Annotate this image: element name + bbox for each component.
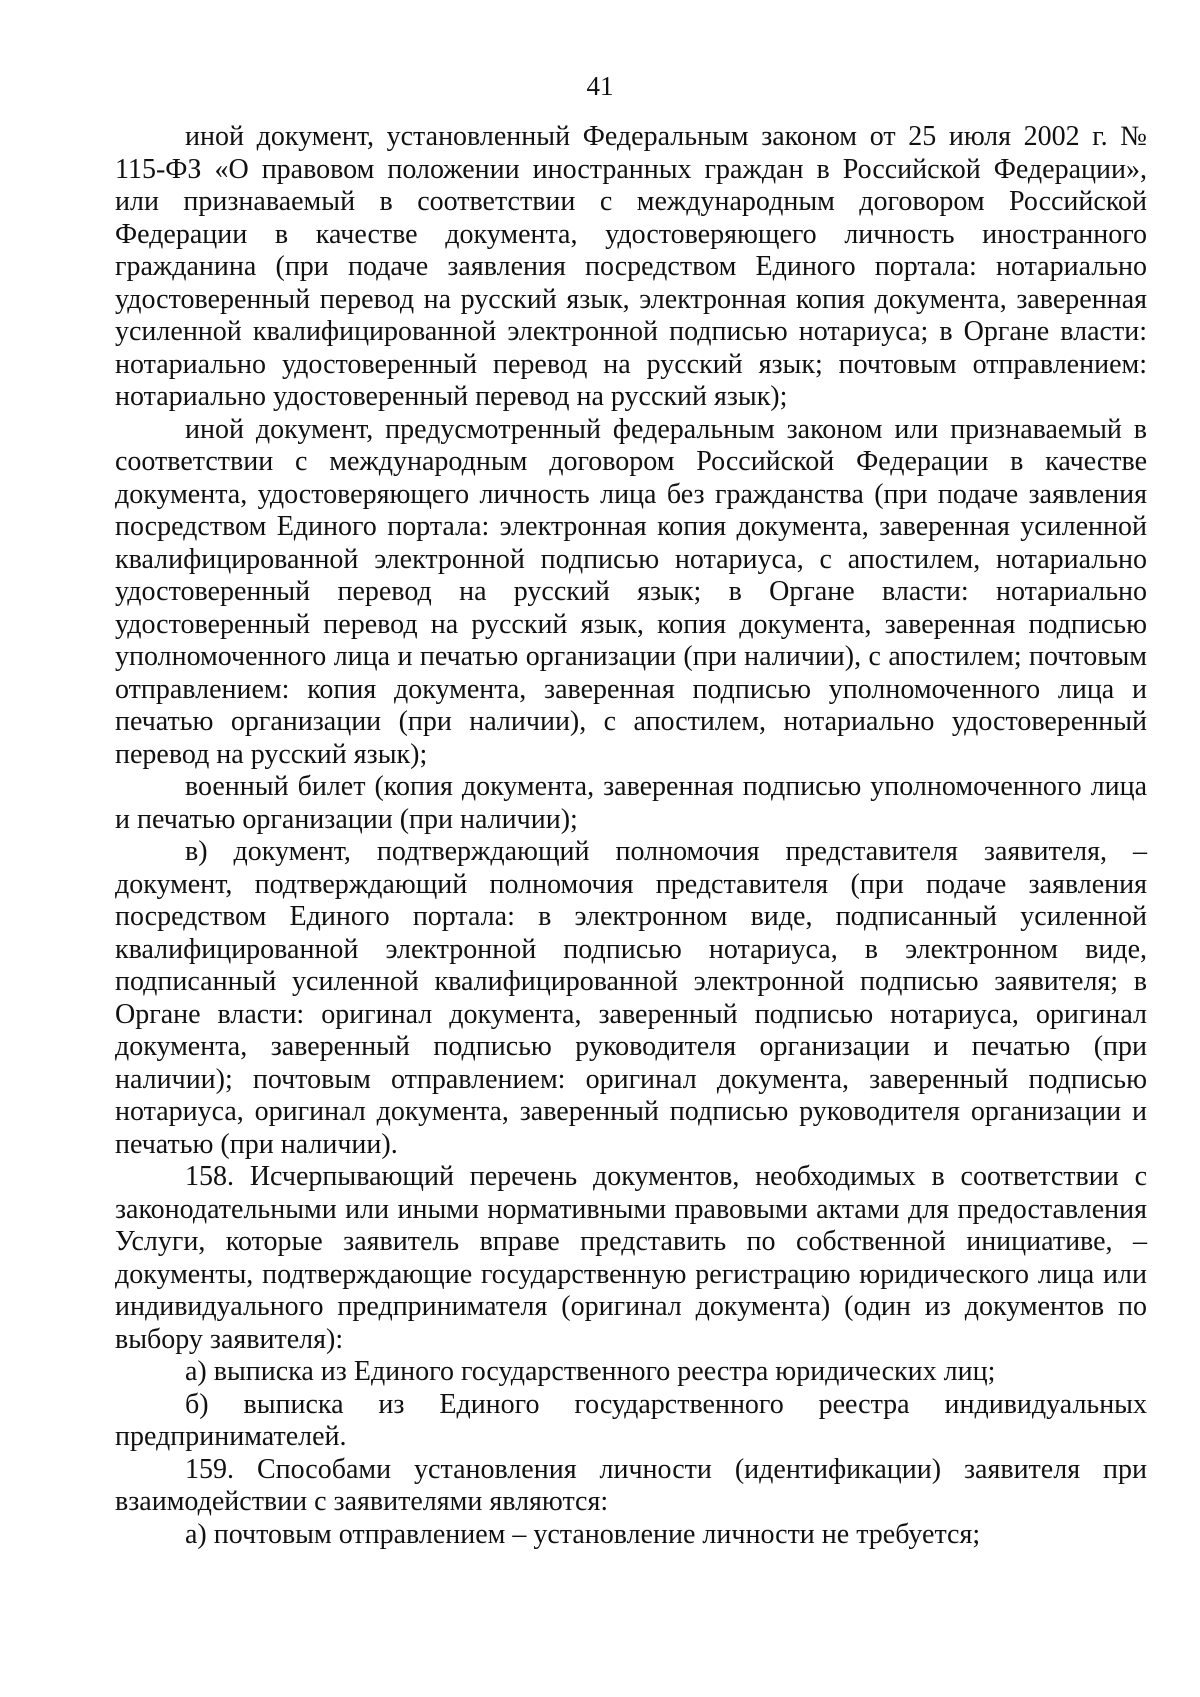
paragraph-159-identification-methods: 159. Способами установления личности (идентификации) заявителя при взаимодействии с заявителями являются: bbox=[115, 1453, 1147, 1517]
document-body bbox=[115, 121, 1147, 1551]
paragraph-158-item-a: а) выписка из Единого государственного реестра юридических лиц; bbox=[185, 1356, 996, 1387]
paragraph-foreign-citizen-document: иной документ, установленный Федеральным законом от 25 июля 2002 г. № 115-ФЗ «О правовом положении иностранных граждан в Российской Федерации», или признаваемый в соответствии с международным договором Российской Федерации в качестве документа, удостоверяющего личность иностранного гражданина (при подаче заявления посредством Единого портала: нотариально удостоверенный перевод на русский язык, электронная копия документа, заверенная усиленной квалифицированной электронной подписью нотариуса; в Органе власти: нотариально удостоверенный перевод на русский язык; почтовым отправлением: нотариально удостоверенный перевод на русский язык); bbox=[115, 121, 1147, 412]
paragraph-159-item-a: а) почтовым отправлением – установление личности не требуется; bbox=[185, 1518, 981, 1550]
paragraph-158-optional-documents: 158. Исчерпывающий перечень документов, необходимых в соответствии с законодательными или иными нормативными правовыми актами для предоставления Услуги, которые заявитель вправе представить по собственной инициативе, – документы, подтверждающие государственную регистрацию юридического лица или индивидуального предпринимателя (оригинал документа) (один из документов по выбору заявителя): bbox=[115, 1161, 1147, 1355]
paragraph-158-item-b: б) выписка из Единого государственного реестра индивидуальных предпринимателей. bbox=[115, 1388, 1147, 1452]
paragraph-representative-authority: в) документ, подтверждающий полномочия представителя заявителя, – документ, подтверждающий полномочия представителя (при подаче заявления посредством Единого портала: в электронном виде, подписанный усиленной квалифицированной электронной подписью нотариуса, в электронном виде, подписанный усиленной квалифицированной электронной подписью заявителя; в Органе власти: оригинал документа, заверенный подписью нотариуса, оригинал документа, заверенный подписью руководителя организации и печатью (при наличии); почтовым отправлением: оригинал документа, заверенный подписью нотариуса, оригинал документа, заверенный подписью руководителя организации и печатью (при наличии). bbox=[115, 836, 1147, 1160]
page-number: 41 bbox=[586, 71, 614, 101]
paragraph-stateless-person-document: иной документ, предусмотренный федеральным законом или признаваемый в соответствии с международным договором Российской Федерации в качестве документа, удостоверяющего личность лица без гражданства (при подаче заявления посредством Единого портала: электронная копия документа, заверенная усиленной квалифицированной электронной подписью нотариуса, с апостилем, нотариально удостоверенный перевод на русский язык; в Органе власти: нотариально удостоверенный перевод на русский язык, копия документа, заверенная подписью уполномоченного лица и печатью организации (при наличии), с апостилем; почтовым отправлением: копия документа, заверенная подписью уполномоченного лица и печатью организации (при наличии), с апостилем, нотариально удостоверенный перевод на русский язык); bbox=[115, 413, 1147, 770]
paragraph-military-id: военный билет (копия документа, заверенная подписью уполномоченного лица и печатью организации (при наличии); bbox=[115, 771, 1147, 835]
